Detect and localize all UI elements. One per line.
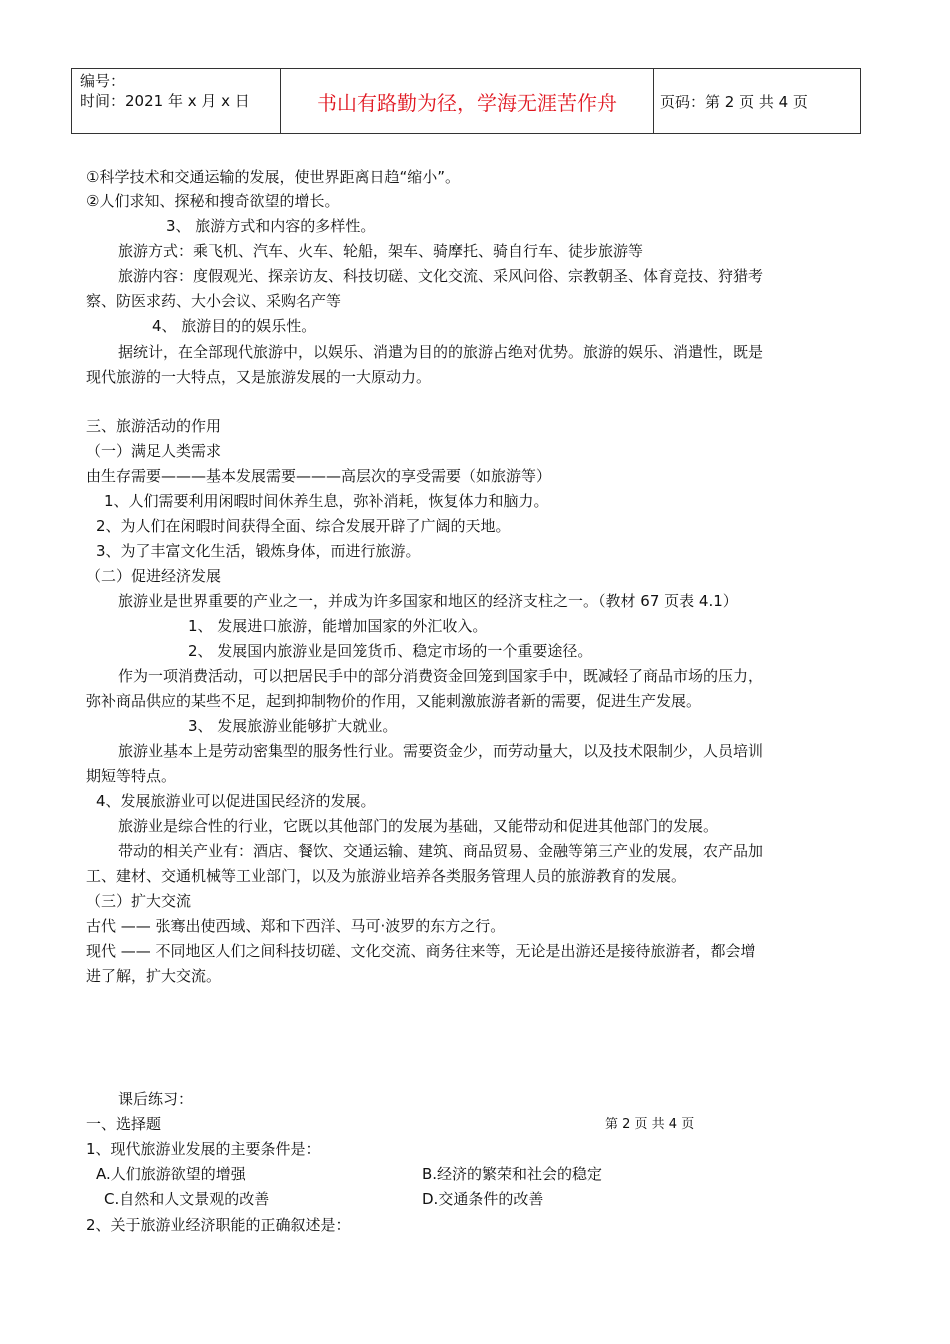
- text-line: 由生存需要———基本发展需要———高层次的享受需要（如旅游等）: [86, 467, 552, 485]
- text-line: 3、为了丰富文化生活，锻炼身体，而进行旅游。: [96, 542, 421, 560]
- text-line: 工、建材、交通机械等工业部门，以及为旅游业培养各类服务管理人员的旅游教育的发展。: [86, 867, 687, 885]
- text-line: 旅游业是综合性的行业，它既以其他部门的发展为基础，又能带动和促进其他部门的发展。: [118, 817, 719, 835]
- text-line: 2、 发展国内旅游业是回笼货币、稳定市场的一个重要途径。: [188, 642, 593, 660]
- text-line: 2、为人们在闲暇时间获得全面、综合发展开辟了广阔的天地。: [96, 517, 511, 535]
- text-line: 察、防医求药、大小会议、采购名产等: [86, 292, 342, 310]
- text-line: 古代 —— 张骞出使西域、郑和下西洋、马可·波罗的东方之行。: [86, 917, 506, 935]
- time-label: 时间：2021 年 x 月 x 日: [80, 92, 250, 110]
- question-text: 1、现代旅游业发展的主要条件是：: [86, 1140, 321, 1158]
- text-line: 弥补商品供应的某些不足，起到抑制物价的作用，又能刺激旅游者新的需要，促进生产发展。: [86, 692, 702, 710]
- option-b: B.经济的繁荣和社会的稳定: [422, 1165, 603, 1183]
- text-line: ②人们求知、探秘和搜奇欲望的增长。: [86, 192, 340, 210]
- text-line: 3、 发展旅游业能够扩大就业。: [188, 717, 398, 735]
- text-line: 1、人们需要利用闲暇时间休养生息，弥补消耗，恢复体力和脑力。: [104, 492, 549, 510]
- text-line: 进了解，扩大交流。: [86, 967, 222, 985]
- motto: 书山有路勤为径，学海无涯苦作舟: [281, 69, 654, 134]
- text-line: 期短等特点。: [86, 767, 177, 785]
- text-line: 1、 发展进口旅游，能增加国家的外汇收入。: [188, 617, 488, 635]
- option-c: C.自然和人文景观的改善: [104, 1190, 270, 1208]
- section-heading: 三、旅游活动的作用: [86, 417, 222, 435]
- text-line: 3、 旅游方式和内容的多样性。: [166, 217, 376, 235]
- text-line: 4、发展旅游业可以促进国民经济的发展。: [96, 792, 376, 810]
- page-info: 页码：第 2 页 共 4 页: [654, 69, 861, 134]
- text-line: ①科学技术和交通运输的发展，使世界距离日趋“缩小”。: [86, 168, 460, 186]
- text-line: 现代 —— 不同地区人们之间科技切磋、文化交流、商务往来等，无论是出游还是接待旅游者，都会增: [86, 942, 756, 960]
- text-line: 4、 旅游目的的娱乐性。: [152, 317, 317, 335]
- text-line: 旅游业是世界重要的产业之一，并成为许多国家和地区的经济支柱之一。（教材 67 页表 4.1）: [118, 592, 738, 610]
- serial-label: 编号：: [80, 72, 126, 90]
- header-meta-cell: [72, 69, 281, 134]
- question-text: 2、关于旅游业经济职能的正确叙述是：: [86, 1216, 351, 1234]
- page-number: 第 2 页 共 4 页: [605, 1117, 695, 1132]
- text-line: 旅游业基本上是劳动密集型的服务性行业。需要资金少，而劳动量大，以及技术限制少，人员培训: [118, 742, 764, 760]
- subsection-heading: （二）促进经济发展: [86, 567, 222, 585]
- text-line: 据统计，在全部现代旅游中，以娱乐、消遣为目的的旅游占绝对优势。旅游的娱乐、消遣性，既是: [118, 343, 764, 361]
- text-line: 旅游方式：乘飞机、汽车、火车、轮船，架车、骑摩托、骑自行车、徒步旅游等: [118, 242, 644, 260]
- text-line: 旅游内容：度假观光、探亲访友、科技切磋、文化交流、采风问俗、宗教朝圣、体育竞技、狩猎考: [118, 267, 764, 285]
- subsection-heading: （一）满足人类需求: [86, 442, 222, 460]
- header-table: [71, 68, 861, 134]
- text-line: 带动的相关产业有：酒店、餐饮、交通运输、建筑、商品贸易、金融等第三产业的发展，农产品加: [118, 842, 764, 860]
- exercise-heading: 课后练习：: [118, 1090, 194, 1108]
- text-line: 作为一项消费活动，可以把居民手中的部分消费资金回笼到国家手中，既减轻了商品市场的压力，: [118, 667, 764, 685]
- option-a: A.人们旅游欲望的增强: [96, 1165, 246, 1183]
- text-line: 现代旅游的一大特点，又是旅游发展的一大原动力。: [86, 368, 432, 386]
- subsection-heading: （三）扩大交流: [86, 892, 192, 910]
- option-d: D.交通条件的改善: [422, 1190, 544, 1208]
- section-heading: 一、选择题: [86, 1115, 162, 1133]
